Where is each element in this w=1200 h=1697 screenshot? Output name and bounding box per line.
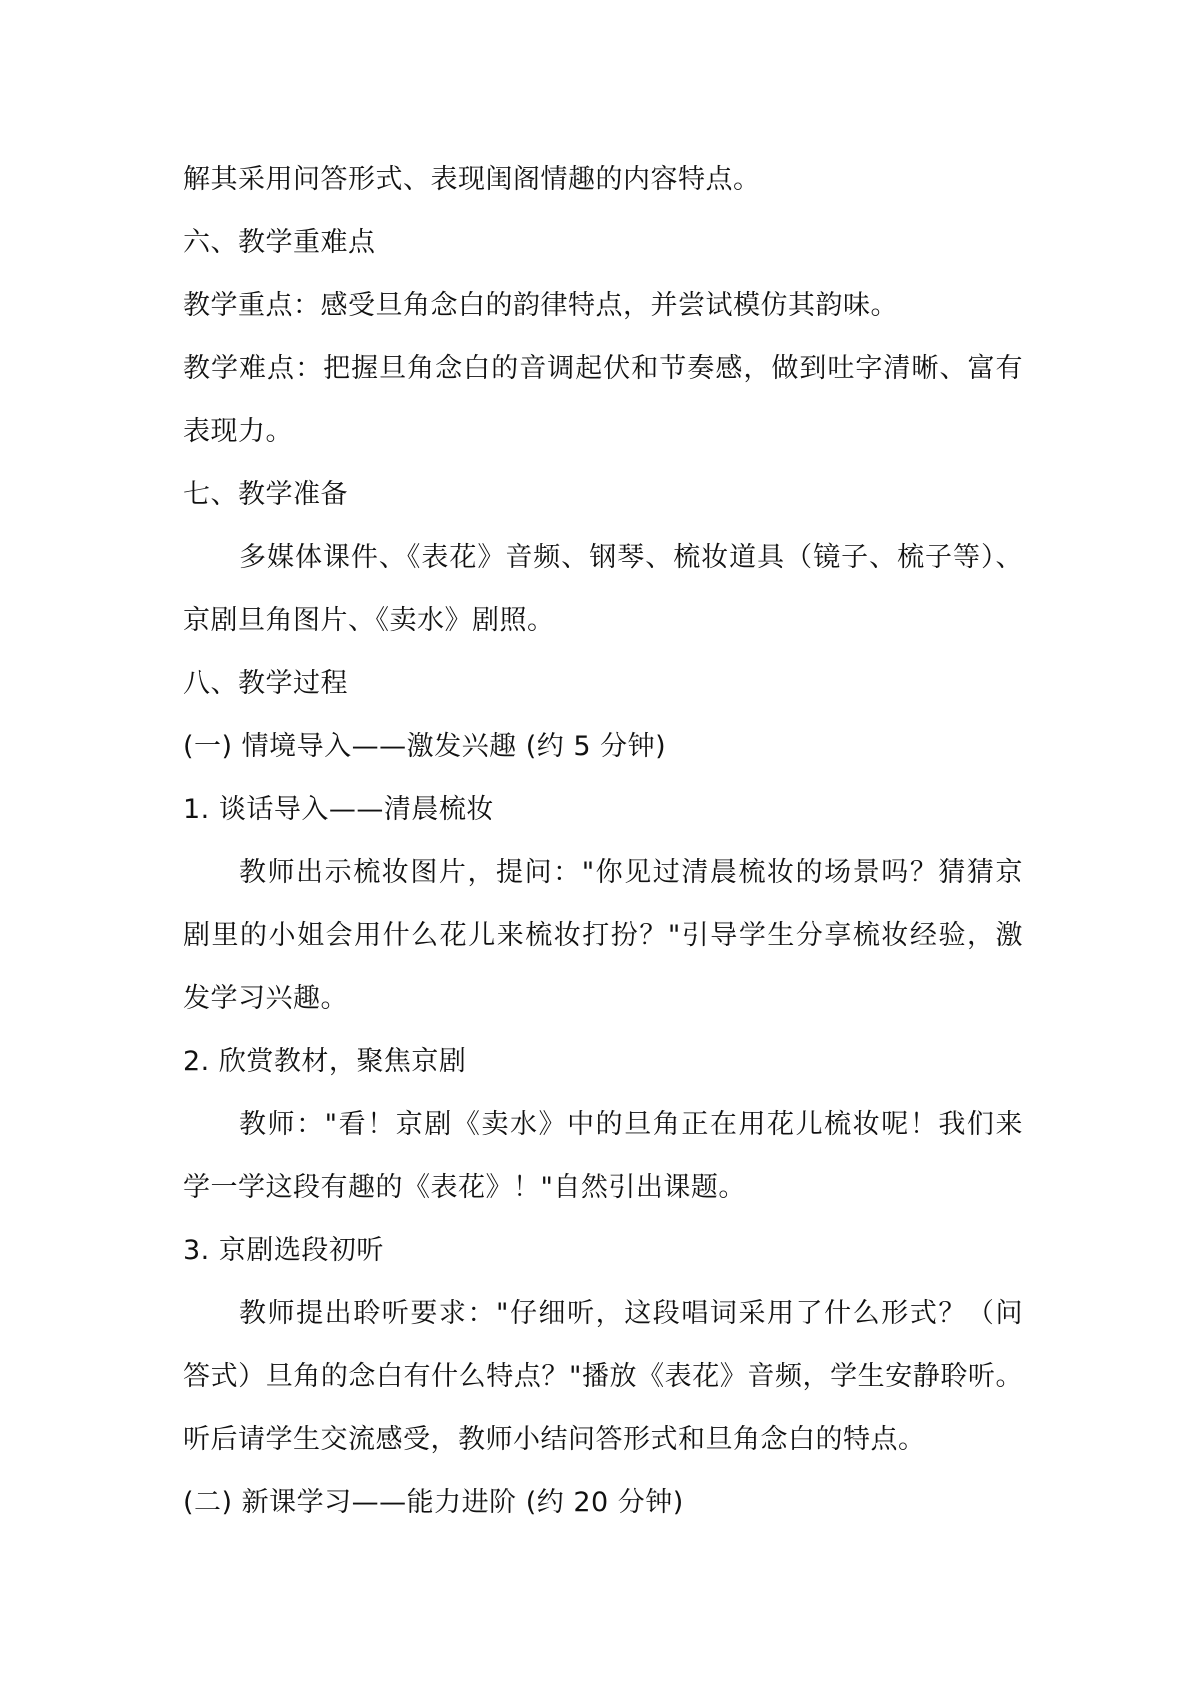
numbered-heading: 1. 谈话导入——清晨梳妆 [183,794,494,825]
text-line: 教师提出聆听要求："仔细听，这段唱词采用了什么形式？（问 [239,1298,1023,1329]
text-line: 教师："看！京剧《卖水》中的旦角正在用花儿梳妆呢！我们来 [239,1109,1023,1140]
numbered-heading: 3. 京剧选段初听 [183,1235,384,1266]
numbered-heading: 2. 欣赏教材，聚焦京剧 [183,1046,467,1077]
section-heading: 七、教学准备 [183,479,348,510]
text-line: 表现力。 [183,416,293,447]
text-line: 学一学这段有趣的《表花》！"自然引出课题。 [183,1172,746,1203]
section-heading: 八、教学过程 [183,668,348,699]
section-heading: 六、教学重难点 [183,227,376,258]
text-line: 解其采用问答形式、表现闺阁情趣的内容特点。 [183,164,761,195]
text-line: 答式）旦角的念白有什么特点？"播放《表花》音频，学生安静聆听。 [183,1361,1023,1392]
text-line: 多媒体课件、《表花》音频、钢琴、梳妆道具（镜子、梳子等）、 [239,542,1023,573]
text-line: 教师出示梳妆图片，提问："你见过清晨梳妆的场景吗？猜猜京 [239,857,1023,888]
subsection-heading: (一) 情境导入——激发兴趣 (约 5 分钟) [183,731,667,762]
text-line: 剧里的小姐会用什么花儿来梳妆打扮？"引导学生分享梳妆经验，激 [183,920,1023,951]
text-line: 教学重点：感受旦角念白的韵律特点，并尝试模仿其韵味。 [183,290,898,321]
subsection-heading: (二) 新课学习——能力进阶 (约 20 分钟) [183,1487,684,1518]
text-line: 京剧旦角图片、《卖水》剧照。 [183,605,555,636]
text-line: 教学难点：把握旦角念白的音调起伏和节奏感，做到吐字清晰、富有 [183,353,1023,384]
document-body [183,148,1023,1534]
text-line: 听后请学生交流感受，教师小结问答形式和旦角念白的特点。 [183,1424,926,1455]
text-line: 发学习兴趣。 [183,983,348,1014]
